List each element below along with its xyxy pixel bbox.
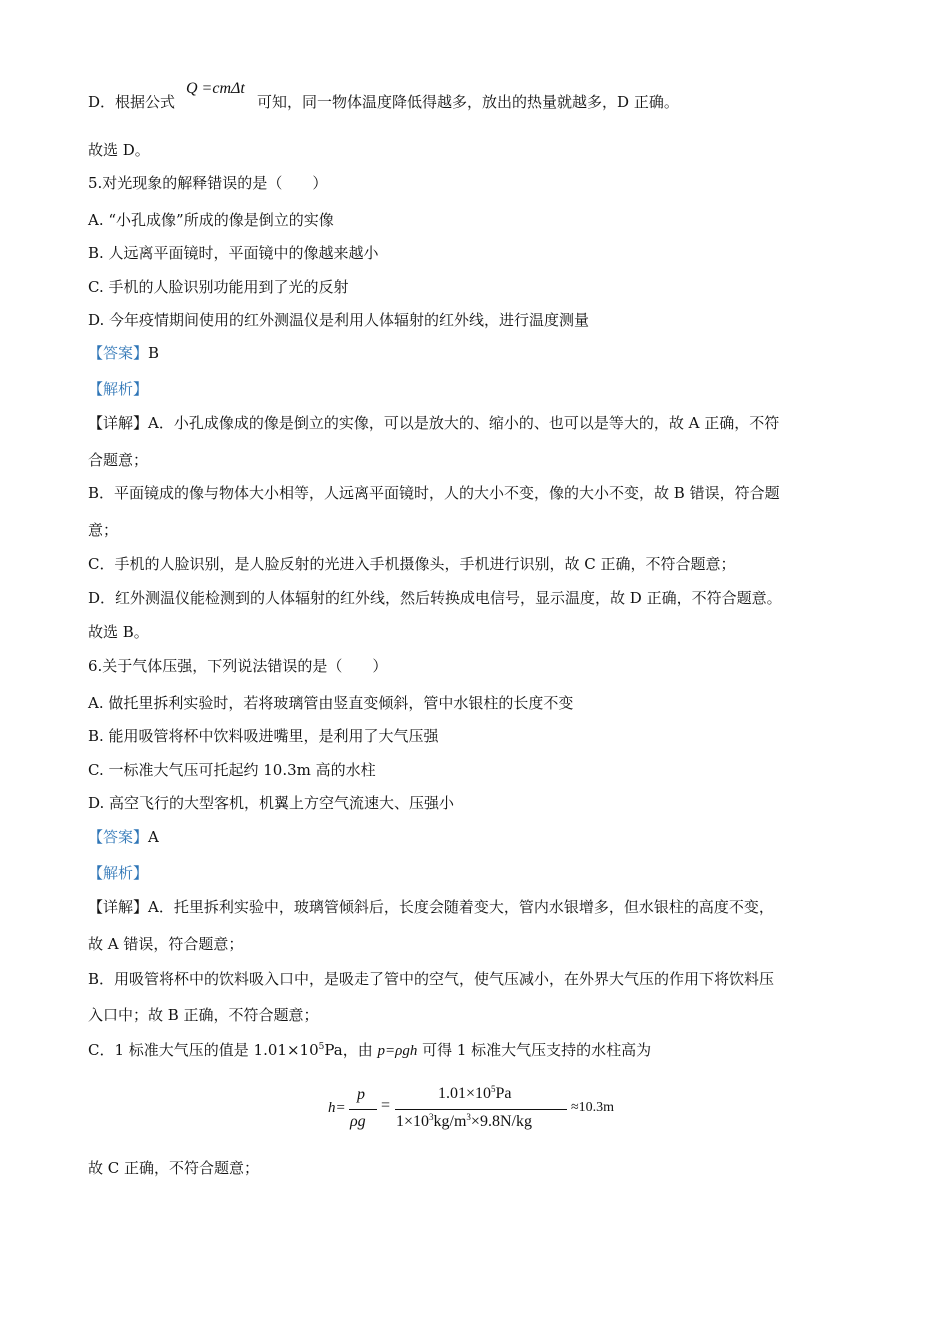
q5-detail-4: 意； <box>88 521 119 539</box>
text-prefix: D．根据公式 <box>88 93 176 111</box>
q5-option-b: B. 人远离平面镜时，平面镜中的像越来越小 <box>88 244 379 262</box>
den-sup: 3 <box>429 1112 434 1122</box>
text-suffix: 可知，同一物体温度降低得越多，放出的热量就越多，D 正确。 <box>257 93 679 111</box>
q6-detail-3: B．用吸管将杯中的饮料吸入口中，是吸走了管中的空气，使气压减小，在外界大气压的作用下将饮料压 <box>88 970 775 988</box>
q5-option-a: A. “小孔成像”所成的像是倒立的实像 <box>88 211 334 229</box>
denominator-rho-g: ρg <box>350 1113 366 1130</box>
superscript: 5 <box>318 1042 325 1052</box>
q5-option-c: C. 手机的人脸识别功能用到了光的反射 <box>88 278 349 296</box>
q6-detail-1: 【详解】A．托里拆利实验中，玻璃管倾斜后，长度会随着变大，管内水银增多，但水银柱的高度不变， <box>88 898 774 916</box>
den-part-a: 1×10 <box>396 1113 430 1130</box>
q5-detail-5: C．手机的人脸识别，是人脸反射的光进入手机摄像头，手机进行识别，故 C 正确，不符合题意； <box>88 555 736 573</box>
formula-q-cm-dt: Q =cmΔt <box>186 80 245 97</box>
q6-option-d: D. 高空飞行的大型客机，机翼上方空气流速大、压强小 <box>88 794 455 812</box>
q5-detail-6: D．红外测温仪能检测到的人体辐射的红外线，然后转换成电信号，显示温度，故 D 正确，不符合题意。 <box>88 589 782 607</box>
den-part-b: kg/m <box>433 1113 467 1130</box>
text-part-b: Pa，由 <box>324 1041 378 1059</box>
answer-value: B <box>148 344 160 362</box>
choose-d: 故选 D。 <box>88 141 150 159</box>
q6-detail-last: 故 C 正确，不符合题意； <box>88 1159 260 1177</box>
q5-analysis-tag: 【解析】 <box>88 380 149 398</box>
den-sup-2: 3 <box>466 1112 471 1122</box>
formula-p-rho-g-h: p=ρgh <box>377 1043 418 1059</box>
answer-tag: 【答案】 <box>88 344 149 362</box>
answer-value: A <box>148 828 159 846</box>
fraction-bar-1 <box>349 1109 377 1110</box>
result-value: ≈10.3m <box>571 1100 615 1115</box>
q5-choose: 故选 B。 <box>88 623 149 641</box>
numerator-p: p <box>357 1086 365 1103</box>
q6-answer <box>88 827 159 847</box>
q6-option-b: B. 能用吸管将杯中饮料吸进嘴里，是利用了大气压强 <box>88 727 439 745</box>
text-part-a: C．1 标准大气压的值是 1.01×10 <box>88 1041 319 1059</box>
q6-detail-5 <box>88 1040 651 1061</box>
numerator-value <box>438 1085 512 1103</box>
q6-detail-4: 入口中；故 B 正确，不符合题意； <box>88 1006 319 1024</box>
lhs-h: h= <box>328 1100 346 1116</box>
equals-sign: = <box>381 1097 391 1114</box>
num-sup: 5 <box>491 1084 496 1094</box>
denominator-value <box>396 1113 532 1131</box>
q5-detail-2: 合题意； <box>88 451 149 469</box>
q6-detail-2: 故 A 错误，符合题意； <box>88 935 244 953</box>
q6-option-a: A. 做托里拆利实验时，若将玻璃管由竖直变倾斜，管中水银柱的长度不变 <box>88 694 574 712</box>
answer-tag: 【答案】 <box>88 828 149 846</box>
q6-option-c: C. 一标准大气压可托起约 10.3m 高的水柱 <box>88 761 376 779</box>
q5-answer <box>88 343 159 363</box>
num-part-a: 1.01×10 <box>438 1085 492 1102</box>
num-part-b: Pa <box>495 1085 512 1102</box>
q6-analysis-tag: 【解析】 <box>88 864 149 882</box>
question-6: 6.关于气体压强，下列说法错误的是（ ） <box>88 657 388 675</box>
q5-detail-1: 【详解】A．小孔成像成的像是倒立的实像，可以是放大的、缩小的、也可以是等大的，故 A 正确，不符 <box>88 414 780 432</box>
q5-option-d: D. 今年疫情期间使用的红外测温仪是利用人体辐射的红外线，进行温度测量 <box>88 311 590 329</box>
fraction-bar-2 <box>395 1109 567 1110</box>
question-5: 5.对光现象的解释错误的是（ ） <box>88 174 328 192</box>
den-part-c: ×9.8N/kg <box>470 1113 532 1130</box>
q5-detail-3: B．平面镜成的像与物体大小相等，人远离平面镜时，人的大小不变，像的大小不变，故 B 错误，符合题 <box>88 484 780 502</box>
line-formula-d <box>88 92 679 112</box>
text-part-c: 可得 1 标准大气压支持的水柱高为 <box>417 1041 652 1059</box>
